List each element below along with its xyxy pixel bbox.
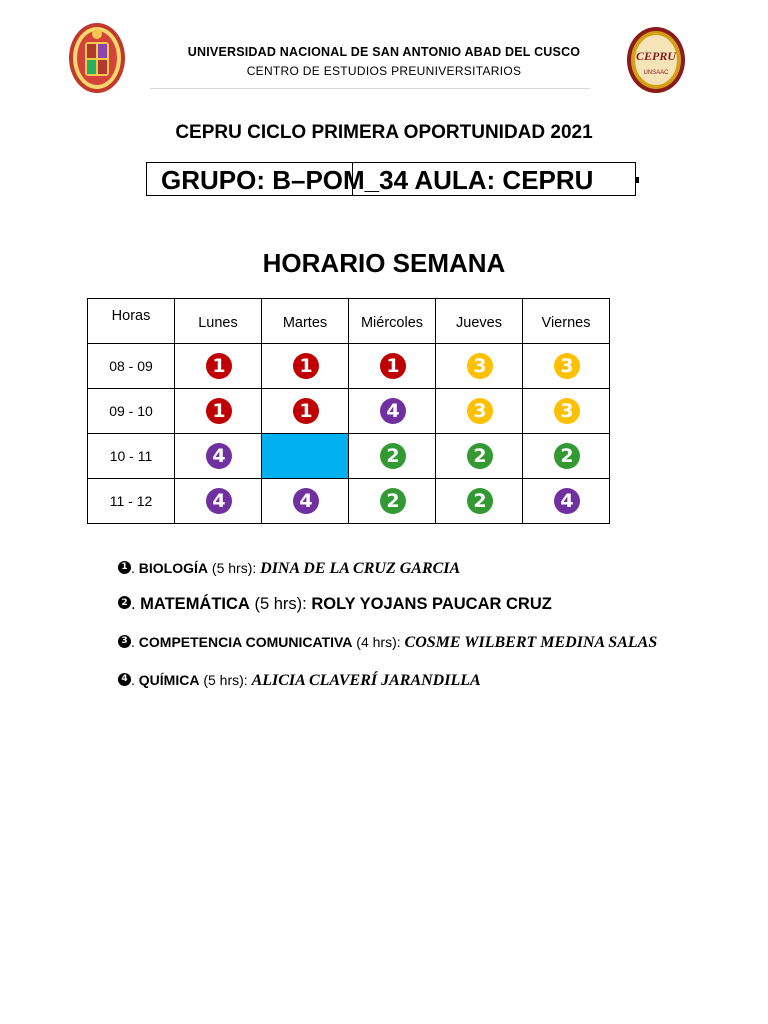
schedule-cell — [175, 389, 262, 434]
number-4-icon: 4 — [380, 398, 406, 424]
schedule-cell — [349, 389, 436, 434]
legend-teacher: ROLY YOJANS PAUCAR CRUZ — [311, 595, 552, 613]
schedule-row — [88, 389, 610, 434]
number-2-icon: 2 — [467, 443, 493, 469]
legend-teacher: DINA DE LA CRUZ GARCIA — [260, 560, 461, 577]
schedule-cell — [175, 434, 262, 479]
empty-highlight-cell — [262, 434, 349, 479]
number-4-icon: 4 — [206, 443, 232, 469]
header-divider — [150, 88, 590, 89]
legend-subject: MATEMÁTICA — [140, 595, 250, 613]
legend-hours: (5 hrs): — [211, 560, 257, 576]
number-2-icon: 2 — [118, 596, 131, 609]
legend-item-biologia: 1 . BIOLOGÍA (5 hrs): DINA DE LA CRUZ GARCIA — [118, 560, 460, 578]
schedule-cell — [262, 479, 349, 524]
schedule-row — [88, 344, 610, 389]
hours-header: Horas — [88, 299, 175, 344]
number-2-icon: 2 — [380, 488, 406, 514]
svg-text:CEPRU: CEPRU — [635, 49, 677, 63]
number-1-icon: 1 — [206, 353, 232, 379]
university-name: UNIVERSIDAD NACIONAL DE SAN ANTONIO ABAD DEL CUSCO — [187, 45, 581, 59]
number-1-icon: 1 — [380, 353, 406, 379]
hour-label: 11 - 12 — [88, 479, 175, 524]
hour-label: 08 - 09 — [88, 344, 175, 389]
schedule-cell — [349, 344, 436, 389]
number-4-icon: 4 — [206, 488, 232, 514]
schedule-cell — [262, 389, 349, 434]
schedule-row — [88, 479, 610, 524]
hour-label: 10 - 11 — [88, 434, 175, 479]
schedule-cell — [175, 344, 262, 389]
number-4-icon: 4 — [118, 673, 131, 686]
schedule-cell — [523, 389, 610, 434]
number-4-icon: 4 — [293, 488, 319, 514]
svg-text:UNSAAC: UNSAAC — [643, 70, 669, 76]
group-title: GRUPO: B–POM_34 AULA: CEPRU — [161, 165, 594, 195]
schedule-title: HORARIO SEMANA — [262, 248, 506, 278]
schedule-cell — [436, 389, 523, 434]
schedule-cell — [349, 434, 436, 479]
legend-hours: (5 hrs): — [254, 595, 307, 613]
legend-item-quimica: 4 . QUÍMICA (5 hrs): ALICIA CLAVERÍ JARANDILLA — [118, 672, 481, 690]
schedule-cell — [523, 344, 610, 389]
number-3-icon: 3 — [554, 353, 580, 379]
number-2-icon: 2 — [467, 488, 493, 514]
number-3-icon: 3 — [118, 635, 131, 648]
day-header-viernes: Viernes — [523, 299, 610, 344]
schedule-table — [87, 298, 610, 524]
day-header-miercoles: Miércoles — [349, 299, 436, 344]
schedule-cell — [436, 479, 523, 524]
schedule-cell — [262, 344, 349, 389]
legend-teacher: COSME WILBERT MEDINA SALAS — [404, 634, 658, 651]
number-1-icon: 1 — [293, 353, 319, 379]
day-header-lunes: Lunes — [175, 299, 262, 344]
number-2-icon: 2 — [380, 443, 406, 469]
number-3-icon: 3 — [467, 353, 493, 379]
legend-teacher: ALICIA CLAVERÍ JARANDILLA — [251, 672, 481, 689]
center-name: CENTRO DE ESTUDIOS PREUNIVERSITARIOS — [246, 64, 522, 78]
legend-item-competencia: 3 . COMPETENCIA COMUNICATIVA (4 hrs): COSME WILBERT MEDINA SALAS — [118, 634, 657, 652]
schedule-cell — [523, 479, 610, 524]
number-1-icon: 1 — [206, 398, 232, 424]
number-4-icon: 4 — [554, 488, 580, 514]
schedule-cell — [436, 344, 523, 389]
number-3-icon: 3 — [467, 398, 493, 424]
number-3-icon: 3 — [554, 398, 580, 424]
legend-subject: COMPETENCIA COMUNICATIVA — [138, 634, 353, 650]
legend-subject: BIOLOGÍA — [138, 560, 209, 576]
group-box — [146, 162, 636, 196]
schedule-cell — [175, 479, 262, 524]
legend-hours: (5 hrs): — [203, 672, 248, 688]
schedule-cell — [349, 479, 436, 524]
legend-subject: QUÍMICA — [138, 672, 200, 688]
day-header-jueves: Jueves — [436, 299, 523, 344]
legend-item-matematica: 2 . MATEMÁTICA (5 hrs): ROLY YOJANS PAUCAR CRUZ — [118, 595, 552, 614]
cycle-title: CEPRU CICLO PRIMERA OPORTUNIDAD 2021 — [175, 122, 593, 143]
day-header-martes: Martes — [262, 299, 349, 344]
group-box-mark — [636, 177, 639, 183]
schedule-cell — [436, 434, 523, 479]
schedule-row — [88, 434, 610, 479]
schedule-header-row — [88, 299, 610, 344]
number-1-icon: 1 — [293, 398, 319, 424]
number-1-icon: 1 — [118, 561, 131, 574]
schedule-cell — [523, 434, 610, 479]
hour-label: 09 - 10 — [88, 389, 175, 434]
legend-hours: (4 hrs): — [356, 634, 401, 650]
cepru-logo — [626, 26, 686, 94]
number-2-icon: 2 — [554, 443, 580, 469]
